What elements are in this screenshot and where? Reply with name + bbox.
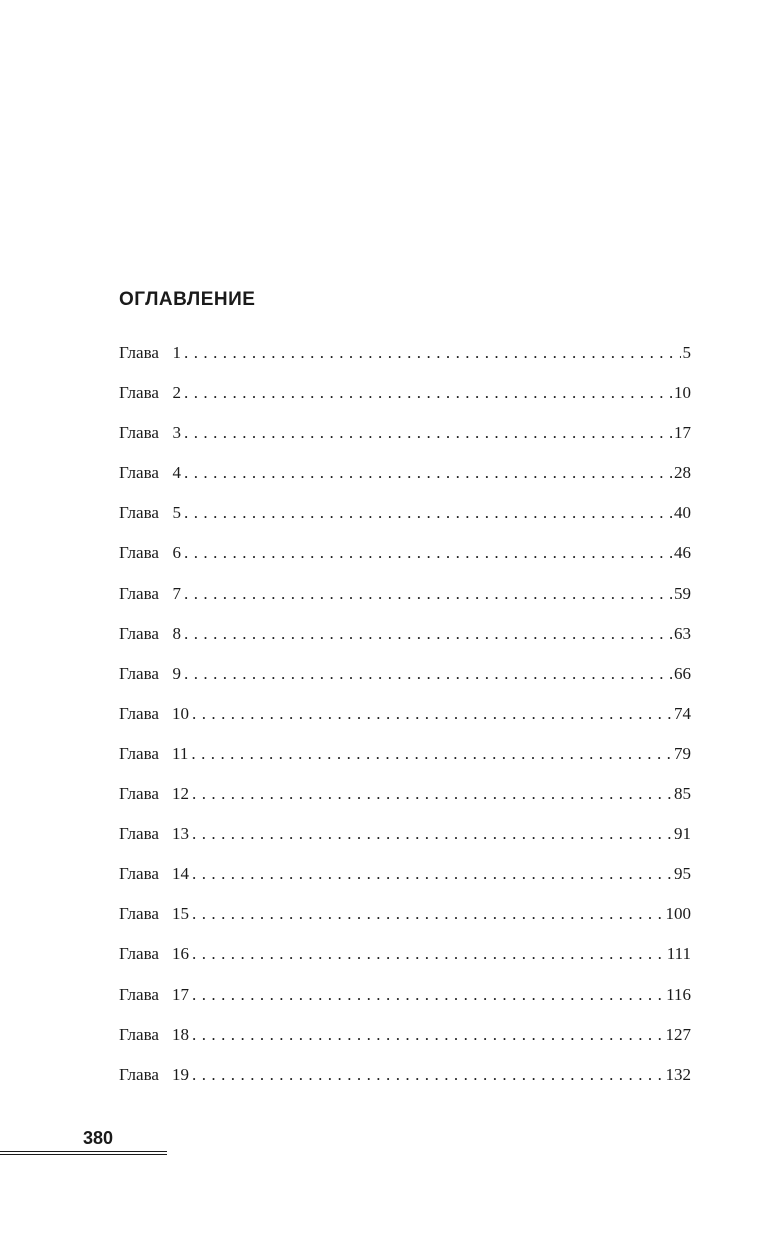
chapter-label xyxy=(119,460,181,486)
chapter-word: Глава xyxy=(119,784,159,804)
dot-leader xyxy=(192,701,672,727)
dot-leader xyxy=(184,540,672,566)
page-reference: 79 xyxy=(674,743,691,763)
chapter-label xyxy=(119,861,189,887)
chapter-label xyxy=(119,1062,189,1088)
dot-leader xyxy=(184,460,672,486)
dot-leader xyxy=(184,340,681,366)
chapter-word: Глава xyxy=(119,824,159,844)
toc-entry[interactable] xyxy=(119,460,691,500)
chapter-word: Глава xyxy=(119,904,159,924)
chapter-word: Глава xyxy=(119,703,159,723)
chapter-number: 5 xyxy=(172,503,181,523)
chapter-label xyxy=(119,581,181,607)
toc-entry[interactable] xyxy=(119,821,691,861)
toc-entry[interactable] xyxy=(119,741,691,781)
chapter-number: 7 xyxy=(172,583,181,603)
chapter-label xyxy=(119,661,181,687)
toc-entry[interactable] xyxy=(119,340,691,380)
dot-leader xyxy=(192,781,672,807)
page-reference: 91 xyxy=(674,824,691,844)
dot-leader xyxy=(192,901,664,927)
chapter-label xyxy=(119,901,189,927)
chapter-label xyxy=(119,500,181,526)
page-reference: 40 xyxy=(674,503,691,523)
dot-leader xyxy=(192,1062,664,1088)
chapter-word: Глава xyxy=(119,663,159,683)
chapter-word: Глава xyxy=(119,743,159,763)
page-reference: 95 xyxy=(674,864,691,884)
chapter-number: 2 xyxy=(172,383,181,403)
dot-leader xyxy=(184,661,672,687)
chapter-number: 1 xyxy=(172,343,181,362)
page-reference: 132 xyxy=(665,1064,691,1084)
footer-rule-upper xyxy=(0,1151,167,1152)
chapter-number: 16 xyxy=(172,944,189,964)
toc-entry[interactable] xyxy=(119,661,691,701)
dot-leader xyxy=(184,621,672,647)
chapter-label xyxy=(119,741,188,767)
chapter-label xyxy=(119,781,189,807)
chapter-label xyxy=(119,340,181,366)
toc-entry[interactable] xyxy=(119,500,691,540)
chapter-label xyxy=(119,982,189,1008)
page-title: ОГЛАВЛЕНИЕ xyxy=(119,289,256,310)
chapter-label xyxy=(119,380,181,406)
page-reference: 46 xyxy=(674,543,691,563)
chapter-word: Глава xyxy=(119,623,159,643)
page-reference: 116 xyxy=(666,984,691,1004)
chapter-label xyxy=(119,540,181,566)
page-reference: 5 xyxy=(682,343,691,362)
toc-entry[interactable] xyxy=(119,982,691,1022)
chapter-label xyxy=(119,701,189,727)
chapter-word: Глава xyxy=(119,1024,159,1044)
page-reference: 17 xyxy=(674,423,691,443)
chapter-number: 14 xyxy=(172,864,189,884)
dot-leader xyxy=(184,380,672,406)
dot-leader xyxy=(192,941,665,967)
chapter-word: Глава xyxy=(119,423,159,443)
page-reference: 100 xyxy=(665,904,691,924)
chapter-number: 12 xyxy=(172,784,189,804)
toc-entry[interactable] xyxy=(119,540,691,580)
chapter-word: Глава xyxy=(119,583,159,603)
toc-entry[interactable] xyxy=(119,861,691,901)
chapter-number: 19 xyxy=(172,1064,189,1084)
chapter-word: Глава xyxy=(119,383,159,403)
chapter-number: 11 xyxy=(172,743,189,763)
chapter-word: Глава xyxy=(119,984,159,1004)
toc-entry[interactable] xyxy=(119,1062,691,1102)
chapter-number: 13 xyxy=(172,824,189,844)
chapter-number: 8 xyxy=(172,623,181,643)
toc-entry[interactable] xyxy=(119,380,691,420)
toc-entry[interactable] xyxy=(119,941,691,981)
dot-leader xyxy=(184,420,672,446)
toc-entry[interactable] xyxy=(119,621,691,661)
page-reference: 111 xyxy=(666,944,691,964)
chapter-number: 17 xyxy=(172,984,189,1004)
page-reference: 63 xyxy=(674,623,691,643)
chapter-number: 9 xyxy=(172,663,181,683)
chapter-word: Глава xyxy=(119,463,159,483)
page-reference: 28 xyxy=(674,463,691,483)
page-reference: 127 xyxy=(665,1024,691,1044)
dot-leader xyxy=(192,982,664,1008)
dot-leader xyxy=(184,581,672,607)
dot-leader xyxy=(192,1022,664,1048)
page-reference: 59 xyxy=(674,583,691,603)
toc-entry[interactable] xyxy=(119,901,691,941)
chapter-number: 6 xyxy=(172,543,181,563)
page-reference: 74 xyxy=(674,703,691,723)
chapter-label xyxy=(119,621,181,647)
dot-leader xyxy=(192,821,672,847)
dot-leader xyxy=(191,741,672,767)
page-reference: 85 xyxy=(674,784,691,804)
chapter-number: 18 xyxy=(172,1024,189,1044)
footer-rule-lower xyxy=(0,1154,167,1155)
page-reference: 10 xyxy=(674,383,691,403)
chapter-number: 4 xyxy=(172,463,181,483)
chapter-number: 15 xyxy=(172,904,189,924)
chapter-label xyxy=(119,420,181,446)
page-number: 380 xyxy=(83,1128,114,1148)
page-reference: 66 xyxy=(674,663,691,683)
chapter-word: Глава xyxy=(119,343,159,362)
chapter-number: 3 xyxy=(172,423,181,443)
chapter-label xyxy=(119,1022,189,1048)
toc-entry[interactable] xyxy=(119,701,691,741)
toc-entry[interactable] xyxy=(119,420,691,460)
toc-entry[interactable] xyxy=(119,1022,691,1062)
chapter-word: Глава xyxy=(119,944,159,964)
dot-leader xyxy=(192,861,672,887)
chapter-label xyxy=(119,941,189,967)
chapter-number: 10 xyxy=(172,703,189,723)
chapter-word: Глава xyxy=(119,1064,159,1084)
chapter-word: Глава xyxy=(119,864,159,884)
toc-entry[interactable] xyxy=(119,581,691,621)
toc-list xyxy=(119,340,691,1102)
chapter-label xyxy=(119,821,189,847)
toc-entry[interactable] xyxy=(119,781,691,821)
chapter-word: Глава xyxy=(119,503,159,523)
chapter-word: Глава xyxy=(119,543,159,563)
dot-leader xyxy=(184,500,672,526)
